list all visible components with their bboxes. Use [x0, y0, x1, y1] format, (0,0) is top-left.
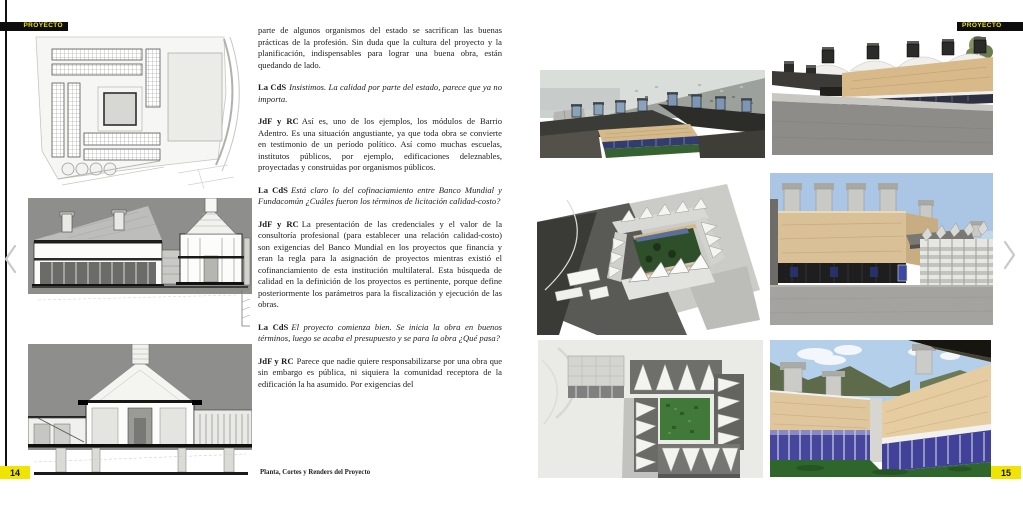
intro-paragraph: parte de algunos organismos del estado se sacrifican las buenas prácticas de la profesión. Sin duda que la cultura del proyecto y la planificación, indispensables para lograr una buena obra, están quedando de lado.	[258, 25, 502, 70]
site-plan-drawing	[28, 33, 250, 193]
render-roof-plan	[538, 340, 763, 478]
answer-paragraph: JdF y RC Así es, uno de los ejemplos, los módulos de Barrio Adentro. Es una situación angustiante, ya que toda obra se convierte en testimonio de un período político. Así como muchas escuelas, institutos públicos, por ejemplo, edificaciones deleznables, proyectadas y construidas por organismos públicos.	[258, 116, 502, 172]
interview-text-column	[258, 25, 502, 401]
answer-paragraph: JdF y RC Parece que nadie quiere responsabilizarse por una obra que sin embargo es pública, ni siquiera la comunidad receptora de la edificación la ha asumido. Por exigencias del	[258, 355, 503, 389]
question-paragraph: La CdS El proyecto comienza bien. Se inicia la obra en buenos términos, luego se acaba el presupuesto y se para la obra ¿Qué pasa?	[258, 321, 502, 343]
left-page-spine-rule	[5, 0, 7, 468]
prev-page-button[interactable]	[2, 243, 20, 275]
question-paragraph: La CdS Insistimos. La calidad por parte del estado, parece que ya no importa.	[258, 82, 502, 104]
section-drawing-lower	[28, 344, 252, 478]
question-paragraph: La CdS Está claro lo del cofinaciamiento entre Banco Mundial y Fundacomún ¿Cuáles fueron los términos de licitación calidad-costo?	[258, 184, 502, 206]
answer-paragraph: JdF y RC La presentación de las credenciales y el valor de la consultoría profesional (para establecer una relación calidad-costo) son exigencias del Banco Mundial en los proyectos que financia y eran la regla para la asignación de proyectos mientras existió el cofinanciamiento de esta institución multilateral. Esta búsqueda de calidad en la definición de los proyectos es pertinente, porque define posteriormente los parámetros para la fiscalización y ejecución de las obras.	[258, 218, 503, 309]
chevron-right-icon	[1000, 239, 1018, 271]
render-panorama-hillside	[540, 70, 765, 158]
render-stone-volume	[770, 173, 993, 325]
page-number-right: 15	[991, 466, 1021, 479]
section-tag-right-label: PROYECTO	[962, 22, 1002, 30]
figure-caption: Planta, Cortes y Renders del Proyecto	[260, 469, 371, 476]
section-drawing-upper	[28, 198, 252, 335]
next-page-button[interactable]	[1000, 239, 1018, 271]
section-tag-left-label: PROYECTO	[23, 22, 63, 30]
render-courtyard-lawn	[770, 340, 991, 477]
render-aerial-massing	[537, 170, 760, 335]
render-vaulted-roofs	[772, 31, 993, 155]
chevron-left-icon	[2, 243, 20, 275]
page-number-left: 14	[0, 466, 30, 479]
section-tag-left	[0, 22, 68, 31]
section-tag-right	[957, 22, 1023, 31]
